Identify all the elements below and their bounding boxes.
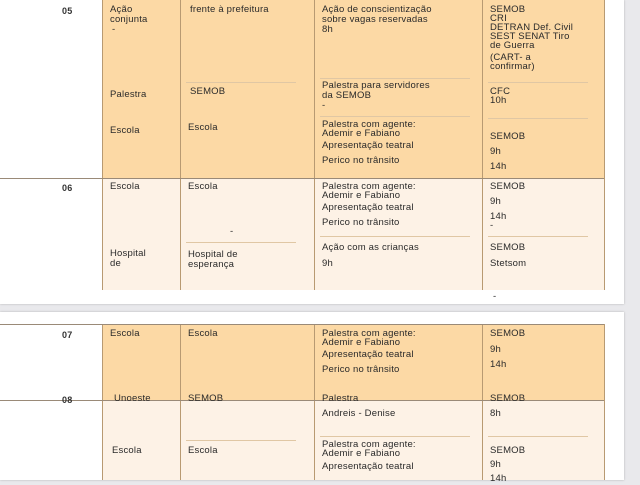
description-line: Ação de conscientização	[322, 4, 432, 15]
column-divider	[482, 324, 483, 480]
location-line: Hospital de	[188, 249, 238, 260]
row-divider	[0, 178, 604, 179]
column-divider	[482, 0, 483, 290]
partner-line: SEMOB	[490, 181, 526, 192]
location-line: frente à prefeitura	[190, 4, 269, 15]
activity-line: Escola	[112, 445, 142, 456]
block-separator	[320, 78, 470, 79]
partner-line: CFC	[490, 86, 511, 97]
description-line: Ademir e Fabiano	[322, 337, 401, 348]
partner-line: DETRAN Def. Civil	[490, 22, 574, 33]
description-line: Palestra com agente:	[322, 439, 416, 450]
partner-line: confirmar)	[490, 61, 535, 72]
table-row-06	[0, 178, 624, 290]
partner-line: 9h	[490, 196, 501, 207]
column-divider	[604, 0, 605, 290]
partner-line: 9h	[490, 344, 501, 355]
column-divider	[604, 324, 605, 480]
partner-line: (CART- a	[490, 52, 532, 63]
description-line: Palestra com agente:	[322, 119, 416, 130]
partner-line: 14h	[490, 473, 507, 484]
description-line: Perico no trânsito	[322, 217, 400, 228]
activity-line: Hospital	[110, 248, 146, 259]
activity-line: conjunta	[110, 14, 148, 25]
description-line: Ação com as crianças	[322, 242, 419, 253]
partner-line: 14h	[490, 161, 507, 172]
block-separator	[186, 82, 296, 83]
partner-line: 8h	[490, 408, 501, 419]
partner-line: SEMOB	[490, 445, 526, 456]
description-line: Ademir e Fabiano	[322, 128, 401, 139]
description-line: Ademir e Fabiano	[322, 448, 401, 459]
row-divider	[0, 324, 604, 325]
description-line: 8h	[322, 24, 333, 35]
partner-line: SEMOB	[490, 328, 526, 339]
block-separator	[488, 436, 588, 437]
description-line: Apresentação teatral	[322, 202, 414, 213]
location-line: esperança	[188, 259, 235, 270]
activity-line: Escola	[110, 125, 140, 136]
location-line: -	[230, 226, 234, 237]
location-line: Escola	[188, 181, 218, 192]
block-separator	[186, 440, 296, 441]
activity-line: Palestra	[110, 89, 147, 100]
partner-line: 9h	[490, 146, 501, 157]
document-page-2	[0, 312, 624, 484]
description-line: Andreis - Denise	[322, 408, 396, 419]
description-line: da SEMOB	[322, 90, 372, 101]
description-line: Palestra	[322, 393, 359, 404]
partner-line: SEST SENAT Tiro	[490, 31, 570, 42]
column-divider	[314, 0, 315, 290]
table-row-07	[0, 324, 624, 400]
description-line: Ademir e Fabiano	[322, 190, 401, 201]
row-number: 05	[62, 6, 73, 16]
block-separator	[488, 236, 588, 237]
partner-line: 10h	[490, 95, 507, 106]
block-separator	[186, 242, 296, 243]
location-line: SEMOB	[188, 393, 224, 404]
location-line: SEMOB	[190, 86, 226, 97]
partner-line: SEMOB	[490, 4, 526, 15]
description-line: Perico no trânsito	[322, 364, 400, 375]
partner-line: -	[493, 291, 497, 302]
row-number: 06	[62, 183, 73, 193]
description-line: Apresentação teatral	[322, 461, 414, 472]
location-line: Escola	[188, 122, 218, 133]
description-line: Palestra com agente:	[322, 328, 416, 339]
column-divider	[102, 324, 103, 480]
row-number: 08	[62, 395, 73, 405]
block-separator	[488, 118, 588, 119]
activity-line: Unoeste	[114, 393, 151, 404]
partner-line: CRI	[490, 13, 507, 24]
column-divider	[314, 324, 315, 480]
description-line: Apresentação teatral	[322, 349, 414, 360]
partner-line: 14h	[490, 359, 507, 370]
block-separator	[488, 82, 588, 83]
description-line: Perico no trânsito	[322, 155, 400, 166]
column-divider	[180, 324, 181, 480]
description-line: Palestra para servidores	[322, 80, 430, 91]
description-line: -	[322, 100, 326, 111]
column-divider	[102, 0, 103, 290]
activity-line: de	[110, 258, 121, 269]
location-line: Escola	[188, 445, 218, 456]
activity-line: Ação	[110, 4, 133, 15]
partner-line: SEMOB	[490, 393, 526, 404]
column-divider	[180, 0, 181, 290]
description-line: Palestra com agente:	[322, 181, 416, 192]
activity-line: -	[112, 24, 116, 35]
description-line: 9h	[322, 258, 333, 269]
partner-line: de Guerra	[490, 40, 535, 51]
table-row-08	[0, 400, 624, 480]
activity-line: Escola	[110, 328, 140, 339]
block-separator	[320, 436, 470, 437]
partner-line: SEMOB	[490, 131, 526, 142]
partner-line: Stetsom	[490, 258, 527, 269]
row-number: 07	[62, 330, 73, 340]
description-line: sobre vagas reservadas	[322, 14, 428, 25]
location-line: Escola	[188, 328, 218, 339]
block-separator	[320, 236, 470, 237]
partner-line: 14h	[490, 211, 507, 222]
partner-line: 9h	[490, 459, 501, 470]
partner-line: -	[490, 220, 494, 231]
description-line: Apresentação teatral	[322, 140, 414, 151]
partner-line: SEMOB	[490, 242, 526, 253]
block-separator	[320, 116, 470, 117]
activity-line: Escola	[110, 181, 140, 192]
